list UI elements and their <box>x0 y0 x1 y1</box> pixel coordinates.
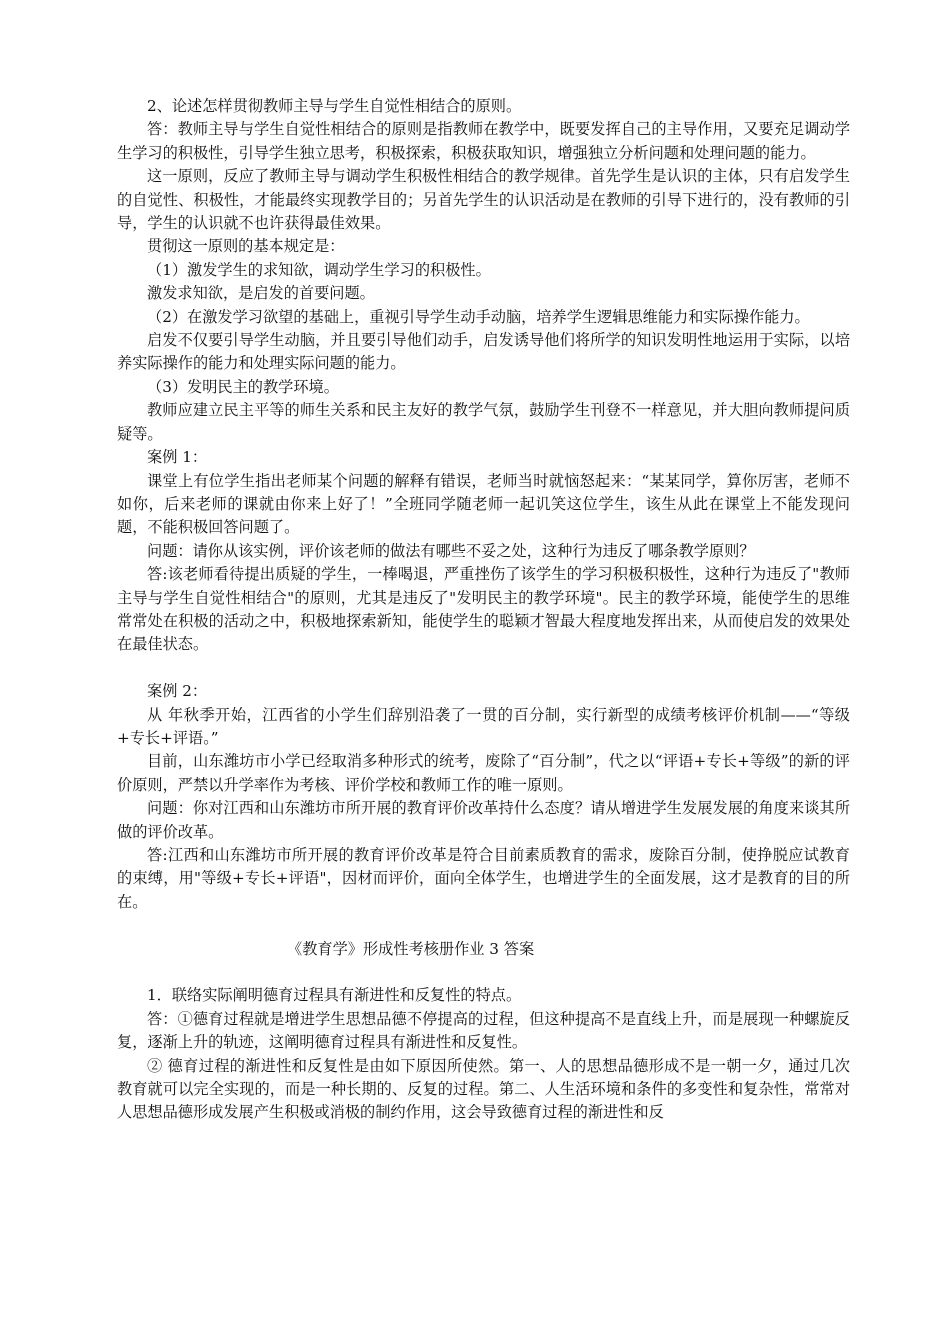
requirement-3: （3）发明民主的教学环境。 <box>147 377 339 396</box>
blank-line <box>117 961 850 984</box>
requirement-2: （2）在激发学习欲望的基础上，重视引导学生动手动脑，培养学生逻辑思维能力和实际操作能力。 <box>147 307 810 326</box>
case-2-text: 从 年秋季开始，江西省的小学生们辞别沿袭了一贯的百分制，实行新型的成绩考核评价机制——“等级+专长+评语。” <box>117 705 850 747</box>
case-1-text: 课堂上有位学生指出老师某个问题的解释有错误，老师当时就恼怒起来：“某某同学，算你厉害，老师不如你，后来老师的课就由你来上好了！”全班同学随老师一起讥笑这位学生，该生从此在课堂上不能发现问题，不能积极回答问题了。 <box>117 471 850 537</box>
question-1-heading: 1．联络实际阐明德育过程具有渐进性和反复性的特点。 <box>147 986 522 1005</box>
requirement-2-detail: 启发不仅要引导学生动脑，并且要引导他们动手，启发诱导他们将所学的知识发明性地运用于实际，以培养实际操作的能力和处理实际问题的能力。 <box>117 331 850 373</box>
document-page <box>117 95 850 1125</box>
requirement-1: （1）激发学生的求知欲，调动学生学习的积极性。 <box>147 260 491 279</box>
case-2-answer: 答:江西和山东潍坊市所开展的教育评价改革是符合目前素质教育的需求，废除百分制，使挣脱应试教育的束缚，用"等级+专长+评语"，因材而评价，面向全体学生，也增进学生的全面发展，这才是教育的目的所在。 <box>117 845 850 911</box>
blank-line <box>117 914 850 937</box>
section-title: 《教育学》形成性考核册作业 3 答案 <box>287 939 535 958</box>
case-2-label: 案例 2： <box>147 682 208 701</box>
principle-explanation: 这一原则，反应了教师主导与调动学生积极性相结合的教学规律。首先学生是认识的主体，只有启发学生的自觉性、积极性，才能最终实现教学目的；另首先学生的认识活动是在教师的引导下进行的，没有教师的引导，学生的认识就不也许获得最佳效果。 <box>117 167 850 233</box>
case-2-text-2: 目前，山东潍坊市小学已经取消多种形式的统考，废除了“百分制”，代之以“评语+专长+等级”的新的评价原则，严禁以升学率作为考核、评价学校和教师工作的唯一原则。 <box>117 752 850 794</box>
requirement-1-detail: 激发求知欲，是启发的首要问题。 <box>147 284 375 303</box>
case-1-question: 问题：请你从该实例，评价该老师的做法有哪些不妥之处，这种行为违反了哪条教学原则？ <box>147 541 755 560</box>
case-1-label: 案例 1： <box>147 448 208 467</box>
requirement-3-detail: 教师应建立民主平等的师生关系和民主友好的教学气氛，鼓励学生刊登不一样意见，并大胆向教师提问质疑等。 <box>117 401 850 443</box>
question-1-answer-1: 答：①德育过程就是增进学生思想品德不停提高的过程，但这种提高不是直线上升，而是展现一种螺旋反复，逐渐上升的轨迹，这阐明德育过程具有渐进性和反复性。 <box>117 1009 850 1052</box>
question-1-answer-2: ② 德育过程的渐进性和反复性是由如下原因所使然。第一、人的思想品德形成不是一朝一夕，通过几次教育就可以完全实现的，而是一种长期的、反复的过程。第二、人生活环境和条件的多变性和复杂性，常常对人思想品德形成发展产生积极或消极的制约作用，这会导致德育过程的渐进性和反 <box>117 1056 850 1122</box>
case-2-question: 问题：你对江西和山东潍坊市所开展的教育评价改革持什么态度？请从增进学生发展发展的角度来谈其所做的评价改革。 <box>117 799 850 841</box>
case-1-answer: 答:该老师看待提出质疑的学生，一棒喝退，严重挫伤了该学生的学习积极积极性，这种行为违反了"教师主导与学生自觉性相结合"的原则，尤其是违反了"发明民主的教学环境"。民主的教学环境，能使学生的思维常常处在积极的活动之中，积极地探索新知，能使学生的聪颖才智最大程度地发挥出来，从而使启发的效果处在最佳状态。 <box>117 565 850 654</box>
answer-paragraph: 答：教师主导与学生自觉性相结合的原则是指教师在教学中，既要发挥自己的主导作用，又要充足调动学生学习的积极性，引导学生独立思考，积极探索，积极获取知识，增强独立分析问题和处理问题的能力。 <box>117 120 850 162</box>
question-2-heading: 2、论述怎样贯彻教师主导与学生自觉性相结合的原则。 <box>147 97 522 115</box>
requirements-intro: 贯彻这一原则的基本规定是： <box>147 237 345 256</box>
blank-line <box>117 657 850 680</box>
